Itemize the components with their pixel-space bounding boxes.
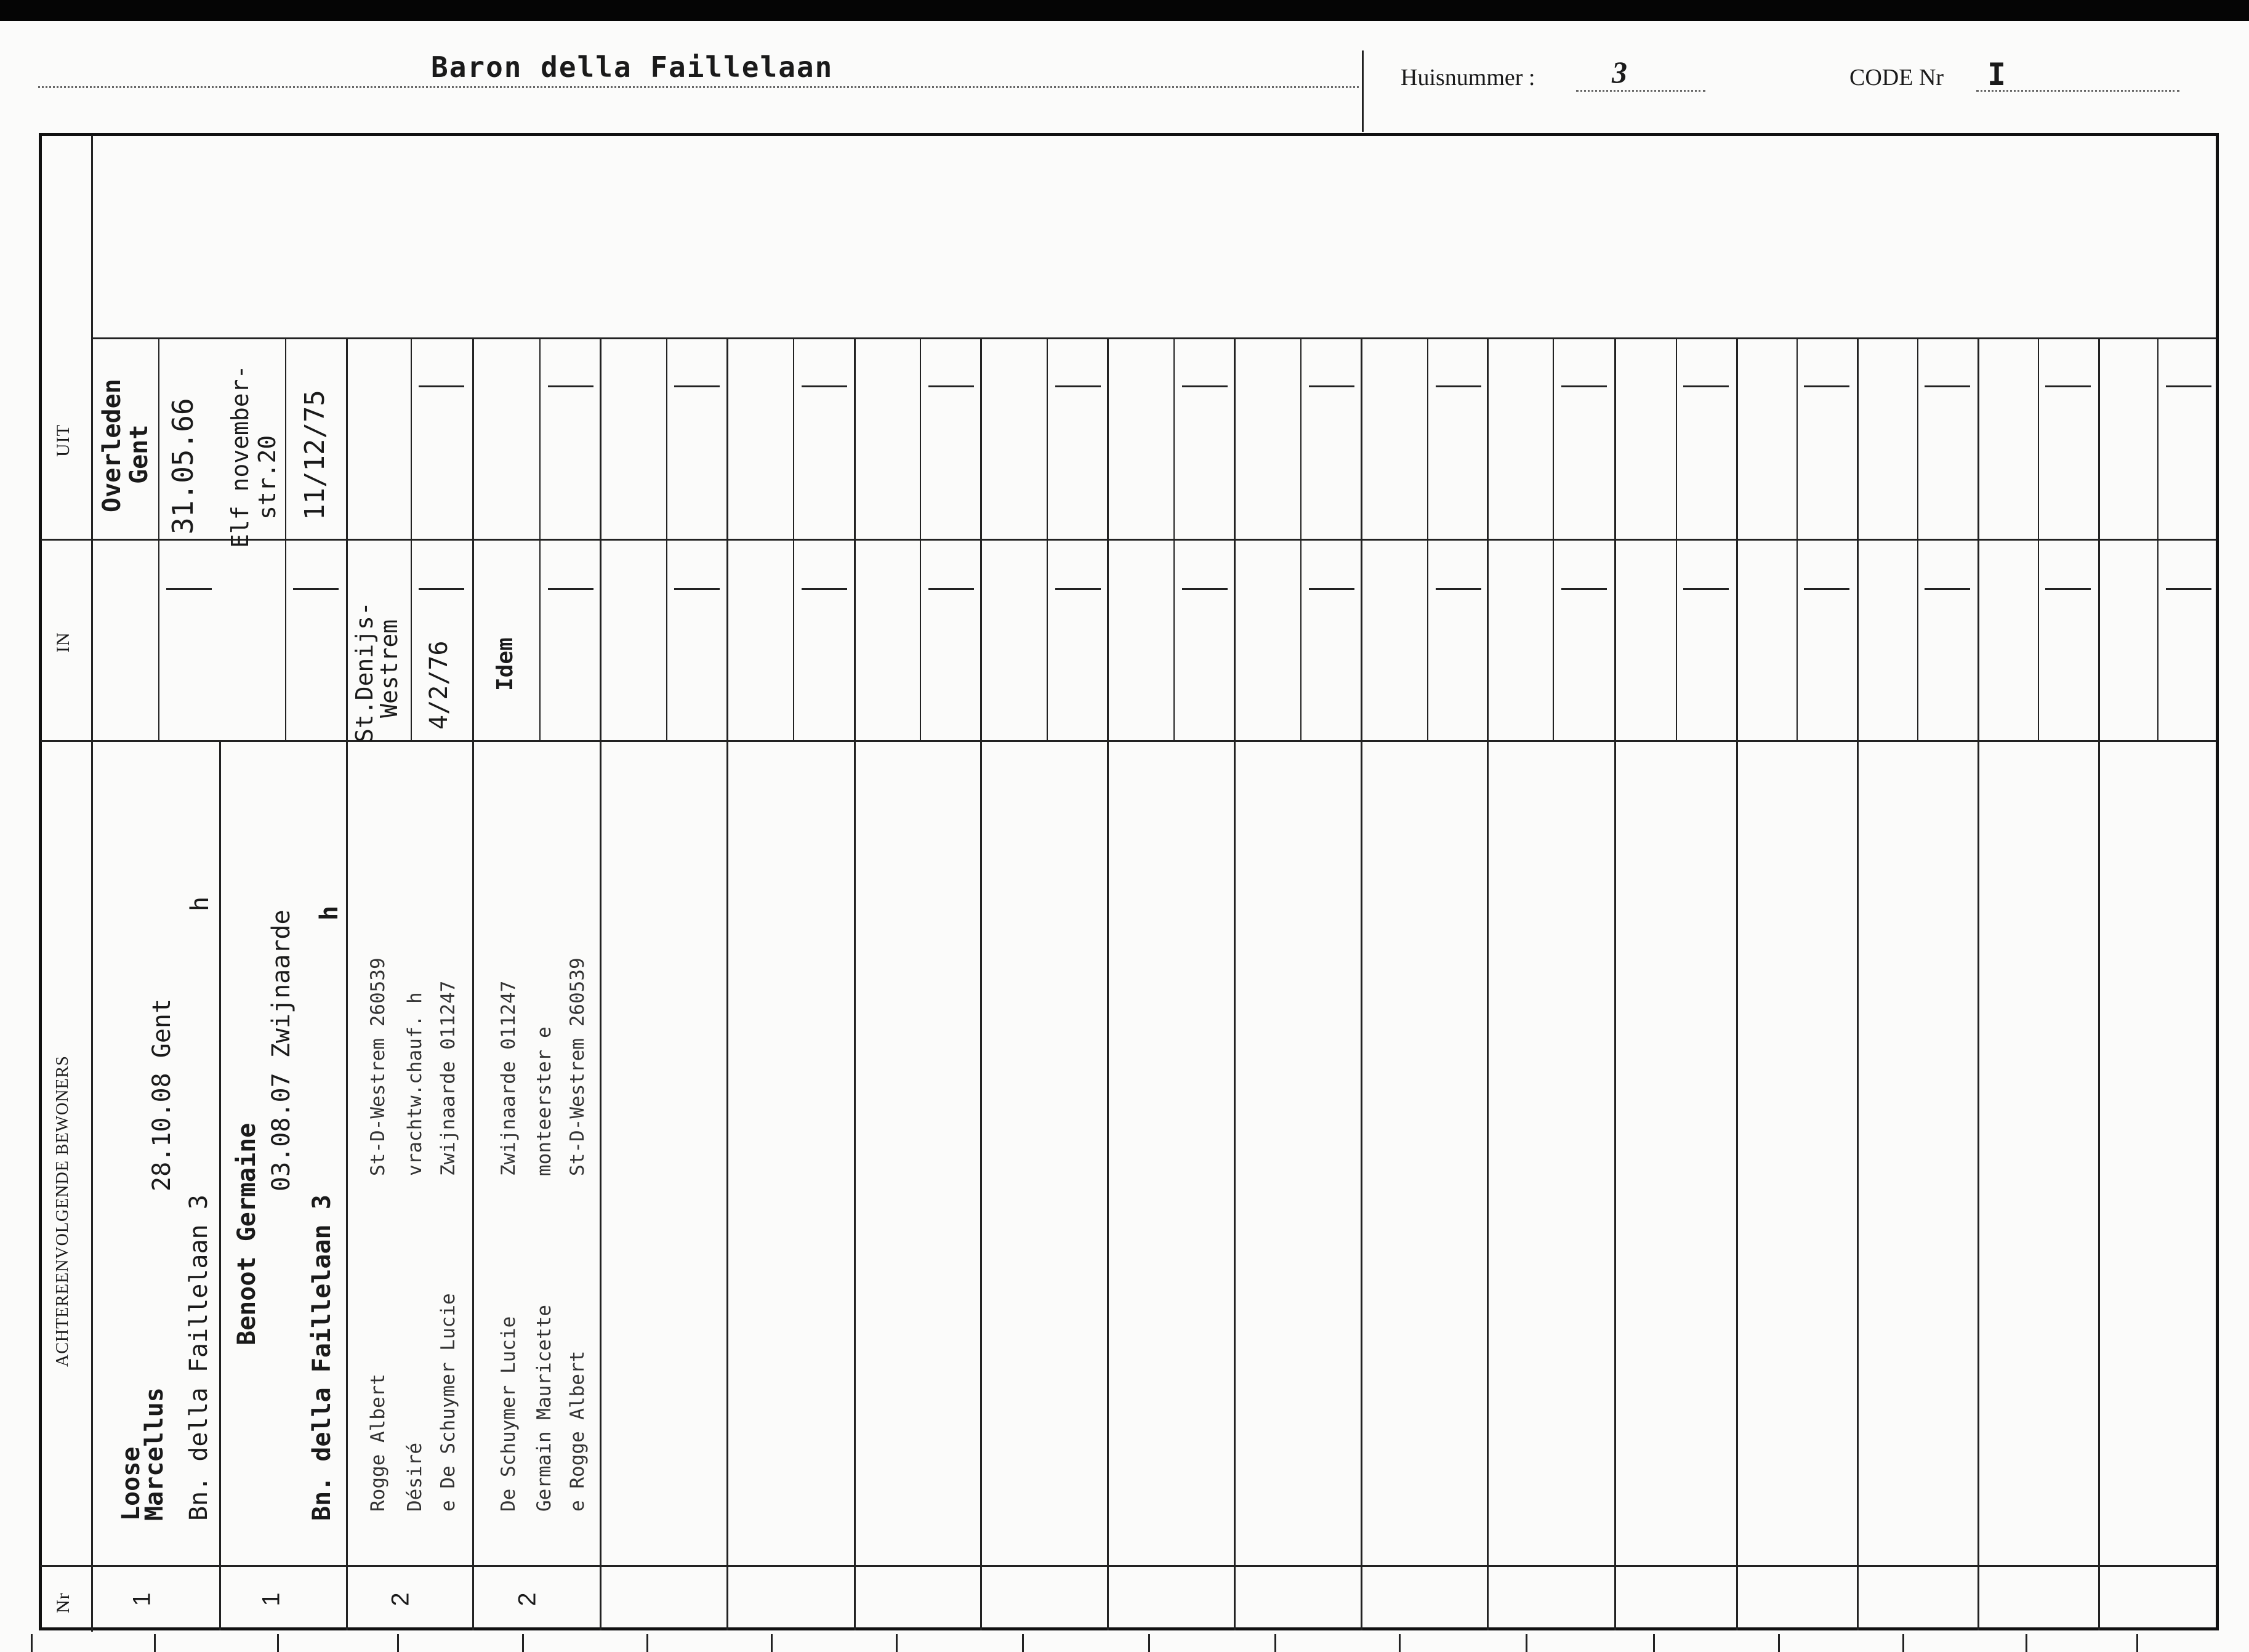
entry-2-name: Benoot Germaine [233, 1122, 261, 1345]
sub-column-line [1427, 337, 1428, 740]
column-line [600, 337, 601, 1630]
edge-tick [771, 1634, 773, 1652]
bewoners-label: ACHTEREENVOLGENDE BEWONERS [53, 1055, 72, 1367]
entry-1-mark: h [186, 896, 214, 911]
entry-4-spouse-origin: St-D-Westrem 260539 [566, 957, 589, 1176]
bewoners-nr-line [41, 1565, 2216, 1567]
empty-dash [674, 588, 720, 590]
empty-dash [2045, 385, 2091, 387]
entry-4-spouse: e Rogge Albert [566, 1350, 589, 1512]
column-line [1857, 337, 1859, 1630]
entry-3-in-place: St.Denijs- Westrem [351, 602, 403, 743]
entry-1-uit-place: Overleden Gent [98, 379, 153, 512]
entry-1-address: Bn. della Faillelaan 3 [185, 1195, 213, 1521]
empty-dash [1055, 588, 1101, 590]
edge-tick [1653, 1634, 1655, 1652]
entry-4-in-place: Idem [493, 637, 518, 691]
entry-1-birth: 28.10.08 Gent [148, 998, 176, 1191]
entry-3-origin: St-D-Westrem 260539 [367, 957, 389, 1176]
empty-dash [1561, 385, 1607, 387]
edge-tick [1399, 1634, 1401, 1652]
empty-dash [419, 385, 464, 387]
sub-column-line [1676, 337, 1677, 740]
entry-4-origin: Zwijnaarde 011247 [497, 980, 520, 1176]
empty-dash [1436, 385, 1481, 387]
empty-dash [166, 588, 212, 590]
uit-label: UIT [53, 424, 73, 457]
empty-dash [802, 588, 847, 590]
empty-dash [1925, 588, 1970, 590]
column-line [1361, 337, 1362, 1630]
column-line [854, 337, 856, 1630]
sub-column-line [1917, 337, 1918, 740]
column-line [1234, 337, 1236, 1630]
edge-tick [2026, 1634, 2027, 1652]
edge-tick [896, 1634, 898, 1652]
entry-3-in-date: 4/2/76 [425, 640, 453, 730]
nr-label: Nr [53, 1592, 73, 1613]
edge-tick [397, 1634, 399, 1652]
empty-dash [1683, 385, 1729, 387]
entry-3-occupation: vrachtw.chauf. h [404, 992, 426, 1176]
sub-column-line [793, 337, 794, 740]
code-label: CODE Nr [1849, 65, 1944, 91]
entry-1-firstname: Marcellus [140, 1387, 169, 1521]
sub-column-line [1553, 337, 1554, 740]
sub-column-line [1300, 337, 1302, 740]
entry-3-spouse: e De Schuymer Lucie [437, 1293, 459, 1512]
sub-column-line [2038, 337, 2039, 740]
edge-tick [1526, 1634, 1527, 1652]
empty-dash [1309, 588, 1354, 590]
sub-column-line [666, 337, 667, 740]
empty-dash [1055, 385, 1101, 387]
entry-1-uit-date: 31.05.66 [166, 398, 199, 534]
entry-2-nr: 1 [257, 1592, 285, 1606]
edge-tick [522, 1634, 524, 1652]
entry-4-name: De Schuymer Lucie [497, 1316, 520, 1512]
in-label: IN [53, 632, 73, 653]
empty-dash [419, 588, 464, 590]
sub-column-line [1796, 337, 1798, 740]
empty-dash [2166, 385, 2211, 387]
empty-dash [1436, 588, 1481, 590]
column-line [1614, 337, 1616, 1630]
column-line [2098, 337, 2100, 1630]
huisnummer-label: Huisnummer : [1401, 65, 1535, 91]
edge-tick [277, 1634, 279, 1652]
entry-4-nr: 2 [513, 1592, 541, 1606]
empty-dash [802, 385, 847, 387]
column-line [472, 337, 474, 1630]
edge-tick [1274, 1634, 1276, 1652]
column-line [726, 337, 728, 1630]
empty-dash [1804, 385, 1849, 387]
edge-tick [154, 1634, 156, 1652]
register-table [39, 133, 2219, 1630]
empty-dash [1309, 385, 1354, 387]
empty-dash [1182, 385, 1228, 387]
edge-tick [2136, 1634, 2138, 1652]
sub-column-line [411, 337, 412, 740]
sub-column-line [539, 337, 541, 740]
entry-2-address: Bn. della Faillelaan 3 [308, 1195, 336, 1521]
column-line [346, 337, 348, 1630]
column-line [980, 337, 982, 1630]
column-line [1107, 337, 1109, 1630]
empty-dash [293, 588, 339, 590]
empty-dash [548, 588, 593, 590]
street-dotted-line [38, 86, 1359, 88]
sub-column-line [1173, 337, 1175, 740]
empty-dash [1925, 385, 1970, 387]
edge-tick [1778, 1634, 1780, 1652]
empty-dash [2045, 588, 2091, 590]
empty-dash [548, 385, 593, 387]
entry-1-nr: 1 [128, 1592, 156, 1606]
empty-dash [1561, 588, 1607, 590]
scan-top-border [0, 0, 2249, 21]
column-line [1487, 337, 1489, 1630]
entry-3-firstname: Désiré [404, 1443, 426, 1512]
edge-tick [1022, 1634, 1024, 1652]
entry-2-mark: h [315, 905, 344, 921]
sub-column-line [920, 337, 921, 740]
sub-column-line [2157, 337, 2158, 740]
empty-dash [1182, 588, 1228, 590]
edge-tick [646, 1634, 648, 1652]
entry-2-birth: 03.08.07 Zwijnaarde [267, 909, 296, 1191]
entry-2-uit-date: 11/12/75 [299, 390, 331, 520]
column-line [1977, 337, 1979, 1630]
label-column-divider [91, 135, 93, 1632]
code-value: I [1987, 57, 2006, 92]
entry-2-uit-place: Elf november- str.20 [227, 365, 281, 548]
sub-column-line [285, 337, 286, 740]
edge-tick [1902, 1634, 1904, 1652]
uit-in-line [41, 539, 2216, 541]
uit-top-line [91, 337, 2216, 339]
empty-dash [928, 385, 974, 387]
entry-4-occupation: monteerster e [533, 1026, 555, 1176]
edge-tick [31, 1634, 33, 1652]
code-dotted-line [1976, 90, 2179, 92]
entry-3-nr: 2 [387, 1592, 414, 1606]
entry-3-name: Rogge Albert [367, 1374, 389, 1512]
header-separator [1362, 50, 1364, 132]
empty-dash [928, 588, 974, 590]
sub-column-line [158, 337, 159, 740]
huisnummer-value: 3 [1612, 55, 1627, 89]
sub-column-line [1047, 337, 1048, 740]
empty-dash [1683, 588, 1729, 590]
entry-3-spouse-origin: Zwijnaarde 011247 [437, 980, 459, 1176]
empty-dash [1804, 588, 1849, 590]
column-line [1736, 337, 1738, 1630]
street-name: Baron della Faillelaan [431, 50, 834, 84]
entry-1-surname: Loose [117, 1446, 145, 1521]
empty-dash [2166, 588, 2211, 590]
column-line [219, 740, 221, 1630]
edge-tick [1148, 1634, 1150, 1652]
empty-dash [674, 385, 720, 387]
huisnummer-dotted-line [1576, 90, 1705, 92]
entry-4-firstname: Germain Mauricette [533, 1305, 555, 1512]
